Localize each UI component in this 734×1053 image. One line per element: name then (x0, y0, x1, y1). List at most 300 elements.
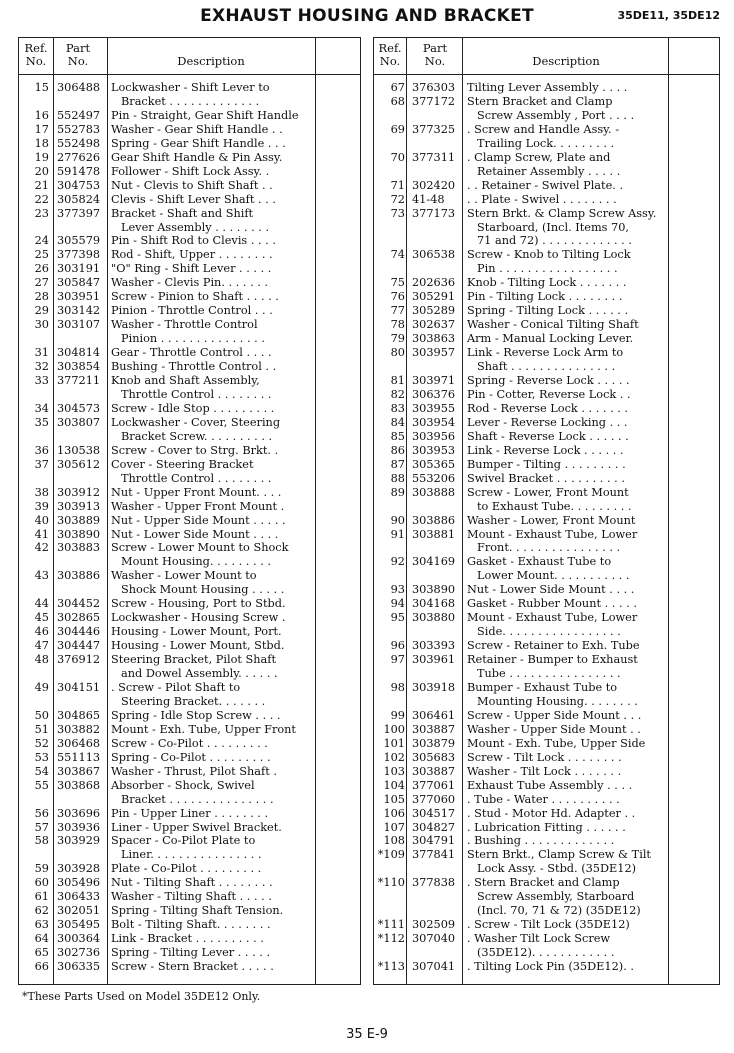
table-row (374, 374, 719, 388)
part-number: 552498 (57, 136, 101, 150)
ref-number: 81 (390, 374, 405, 388)
ref-number: 67 (390, 81, 405, 94)
ref-number: 38 (34, 485, 49, 499)
part-description: Shaft - Reverse Lock . . . . . . (467, 429, 629, 443)
part-description: Absorber - Shock, Swivel (111, 778, 255, 792)
part-number: 304452 (57, 597, 101, 611)
table-row (374, 207, 719, 249)
table-row (19, 681, 360, 709)
table-row (19, 597, 360, 611)
ref-number: 15 (34, 81, 49, 94)
part-number: 306461 (412, 708, 456, 722)
part-number: 305289 (412, 304, 456, 318)
ref-number: 96 (390, 639, 405, 653)
part-description: Screw - Upper Side Mount . . . (467, 708, 642, 722)
table-row (19, 639, 360, 653)
part-number: 305824 (57, 192, 101, 206)
ref-number: 40 (34, 513, 49, 527)
part-number: 304814 (57, 346, 101, 360)
table-row (19, 276, 360, 290)
part-description: . Stud - Motor Hd. Adapter . . (467, 806, 636, 820)
ref-number: 106 (383, 806, 405, 820)
part-description: Nut - Lower Side Mount . . . . (467, 583, 635, 597)
part-description: Liner. . . . . . . . . . . . . . . . (121, 848, 262, 862)
part-number: 302865 (57, 611, 101, 625)
part-number: 376912 (57, 653, 101, 667)
part-number: 304865 (57, 708, 101, 722)
ref-number: 102 (383, 750, 405, 764)
part-description: Follower - Shift Lock Assy. . (111, 164, 270, 178)
ref-number: 56 (34, 806, 49, 820)
part-description: (Incl. 70, 71 & 72) (35DE12) (477, 904, 641, 918)
ref-number: 89 (390, 485, 405, 499)
part-number: 305365 (412, 457, 456, 471)
part-description: . Clamp Screw, Plate and (467, 150, 611, 164)
table-header (19, 38, 360, 75)
table-row (374, 388, 719, 402)
part-number: 552497 (57, 108, 101, 122)
ref-number: 62 (34, 904, 49, 918)
part-number: 306376 (412, 387, 456, 401)
table-row (374, 848, 719, 876)
part-number: 305291 (412, 290, 456, 304)
table-row (19, 248, 360, 262)
part-description: Nut - Lower Side Mount . . . . (111, 527, 279, 541)
part-description: Clevis - Shift Lever Shaft . . . (111, 192, 276, 206)
ref-number: 74 (390, 248, 405, 262)
ref-number: 93 (390, 583, 405, 597)
part-description: Screw - Cover to Strg. Brkt. . (111, 443, 279, 457)
part-number: 303971 (412, 374, 456, 388)
part-description: . . Plate - Swivel . . . . . . . . (467, 192, 617, 206)
table-row (19, 834, 360, 862)
part-description: Bumper - Tilting . . . . . . . . . (467, 457, 626, 471)
ref-number: 92 (390, 555, 405, 569)
part-description: Nut - Upper Side Mount . . . . . (111, 513, 286, 527)
table-row (374, 458, 719, 472)
ref-number: 31 (34, 346, 49, 360)
part-description: Shaft . . . . . . . . . . . . . . . (477, 360, 616, 374)
ref-number: 90 (390, 513, 405, 527)
table-row (19, 653, 360, 681)
part-number: 302420 (412, 178, 456, 192)
part-description: Screw - Lower, Front Mount (467, 485, 629, 499)
ref-number: 47 (34, 639, 49, 653)
part-number: 305495 (57, 918, 101, 932)
table-row (374, 779, 719, 793)
table-row (19, 779, 360, 807)
part-description: Lockwasher - Shift Lever to (111, 81, 270, 94)
ref-number: 52 (34, 736, 49, 750)
table-row (19, 932, 360, 946)
ref-number: 100 (383, 722, 405, 736)
table-row (19, 876, 360, 890)
part-description: Starboard, (Incl. Items 70, (477, 220, 630, 234)
ref-number: 33 (34, 374, 49, 388)
part-description: Lever - Reverse Locking . . . (467, 415, 628, 429)
part-description: Gasket - Exhaust Tube to (467, 555, 612, 569)
ref-number: 95 (390, 611, 405, 625)
ref-number: 49 (34, 680, 49, 694)
part-description: Spring - Reverse Lock . . . . . (467, 374, 630, 388)
part-description: Spring - Tilting Lever . . . . . (111, 946, 271, 960)
part-description: Spring - Tilting Shaft Tension. (111, 904, 284, 918)
part-description: Pin - Shift Rod to Clevis . . . . (111, 234, 276, 248)
part-number: 303883 (57, 541, 101, 555)
part-description: Lockwasher - Housing Screw . (111, 611, 286, 625)
part-number: 303889 (57, 513, 101, 527)
ref-number: 63 (34, 918, 49, 932)
part-description: . Screw - Tilt Lock (35DE12) (467, 918, 630, 932)
part-number: 303142 (57, 304, 101, 318)
ref-number: 16 (34, 108, 49, 122)
table-row (19, 123, 360, 137)
table-row (374, 876, 719, 918)
ref-number: 34 (34, 401, 49, 415)
part-number: 303929 (57, 834, 101, 848)
ref-number: 20 (34, 164, 49, 178)
description-header: Description (177, 54, 245, 68)
part-number: 304791 (412, 834, 456, 848)
table-row (19, 751, 360, 765)
part-description: . . Retainer - Swivel Plate. . (467, 178, 624, 192)
ref-number: 18 (34, 136, 49, 150)
part-number: 303867 (57, 764, 101, 778)
table-row (374, 430, 719, 444)
part-number: 303886 (57, 569, 101, 583)
part-description: Washer - Throttle Control (111, 318, 258, 332)
part-number: 305612 (57, 457, 101, 471)
ref-number: 17 (34, 122, 49, 136)
table-row (374, 653, 719, 681)
ref-number: 32 (34, 360, 49, 374)
ref-number: 91 (390, 527, 405, 541)
table-row (19, 165, 360, 179)
part-description: Bumper - Exhaust Tube to (467, 680, 618, 694)
part-description: Retainer Assembly . . . . . (477, 164, 621, 178)
part-description: Mount Housing. . . . . . . . . (121, 555, 271, 569)
part-description: Link - Reverse Lock . . . . . . (467, 443, 624, 457)
ref-number: 29 (34, 304, 49, 318)
ref-number: *109 (377, 848, 405, 862)
part-number: 41-48 (412, 192, 445, 206)
part-number: 377398 (57, 248, 101, 262)
table-row (374, 932, 719, 960)
ref-number: 37 (34, 457, 49, 471)
ref-number: 103 (383, 764, 405, 778)
part-description: Nut - Upper Front Mount. . . . (111, 485, 282, 499)
part-number: 377397 (57, 206, 101, 220)
part-description: Bracket . . . . . . . . . . . . . (121, 94, 260, 108)
ref-number: 54 (34, 764, 49, 778)
part-number: 304151 (57, 680, 101, 694)
table-row (19, 137, 360, 151)
ref-number: 79 (390, 332, 405, 346)
table-row (374, 597, 719, 611)
ref-number: 21 (34, 178, 49, 192)
part-number: 377325 (412, 122, 456, 136)
part-number: 377838 (412, 876, 456, 890)
part-number: 591478 (57, 164, 101, 178)
ref-number: 23 (34, 206, 49, 220)
part-number: 277626 (57, 150, 101, 164)
part-description: Spring - Gear Shift Handle . . . (111, 136, 286, 150)
ref-number: 99 (390, 708, 405, 722)
part-number: 303888 (412, 485, 456, 499)
parts-table-left (18, 37, 361, 985)
part-number: 303107 (57, 318, 101, 332)
part-description: Knob and Shaft Assembly, (111, 374, 260, 388)
part-number: 306488 (57, 81, 101, 94)
table-row (374, 611, 719, 639)
part-description: Screw - Pinion to Shaft . . . . . (111, 290, 279, 304)
part-description: Stern Brkt. & Clamp Screw Assy. (467, 206, 657, 220)
table-row (374, 514, 719, 528)
ref-number: 84 (390, 415, 405, 429)
table-row (374, 821, 719, 835)
part-description: Washer - Gear Shift Handle . . (111, 122, 283, 136)
part-description: Rod - Shift, Upper . . . . . . . . (111, 248, 273, 262)
ref-number: 51 (34, 722, 49, 736)
ref-number: 69 (390, 122, 405, 136)
part-number: 304573 (57, 401, 101, 415)
table-row (374, 709, 719, 723)
part-description: Steering Bracket. . . . . . . (121, 694, 266, 708)
left-rows (19, 81, 360, 974)
part-description: Rod - Reverse Lock . . . . . . . (467, 401, 629, 415)
part-description: Washer - Lower, Front Mount (467, 513, 636, 527)
table-row (374, 486, 719, 514)
part-description: 71 and 72) . . . . . . . . . . . . . (477, 234, 632, 248)
table-row (19, 207, 360, 235)
table-row (19, 402, 360, 416)
table-row (374, 723, 719, 737)
table-row (374, 834, 719, 848)
parts-table-right (373, 37, 720, 985)
table-row (19, 514, 360, 528)
ref-number: 42 (34, 541, 49, 555)
part-number: 303953 (412, 443, 456, 457)
ref-number: 25 (34, 248, 49, 262)
part-number: 307041 (412, 960, 456, 974)
part-description: Stern Bracket and Clamp (467, 94, 613, 108)
ref-number: 68 (390, 94, 405, 108)
part-description: Swivel Bracket . . . . . . . . . . (467, 471, 625, 485)
table-row (374, 918, 719, 932)
part-description: Washer - Tilting Shaft . . . . . (111, 890, 272, 904)
part-description: Trailing Lock. . . . . . . . . (477, 136, 615, 150)
part-number: 303936 (57, 820, 101, 834)
table-row (19, 318, 360, 346)
part-number: 300364 (57, 932, 101, 946)
part-number: 303955 (412, 401, 456, 415)
table-row (19, 109, 360, 123)
table-row (19, 374, 360, 402)
part-description: Pin - Tilting Lock . . . . . . . . (467, 290, 623, 304)
part-number: 303890 (57, 527, 101, 541)
table-row (19, 611, 360, 625)
ref-number: 46 (34, 625, 49, 639)
table-row (374, 444, 719, 458)
part-number: 376303 (412, 81, 456, 94)
table-row (19, 416, 360, 444)
ref-number: 59 (34, 862, 49, 876)
ref-number: 85 (390, 429, 405, 443)
ref-number: 43 (34, 569, 49, 583)
table-row (19, 709, 360, 723)
table-row (19, 262, 360, 276)
part-number: 552783 (57, 122, 101, 136)
ref-number: 24 (34, 234, 49, 248)
ref-number: 66 (34, 960, 49, 974)
table-row (374, 95, 719, 123)
ref-number: 60 (34, 876, 49, 890)
part-description: Bracket . . . . . . . . . . . . . . . (121, 792, 274, 806)
part-description: "O" Ring - Shift Lever . . . . . (111, 262, 272, 276)
part-number: 304827 (412, 820, 456, 834)
part-number: 304517 (412, 806, 456, 820)
part-description: Washer - Clevis Pin. . . . . . . (111, 276, 269, 290)
part-description: Knob - Tilting Lock . . . . . . . (467, 276, 627, 290)
part-description: and Dowel Assembly. . . . . . (121, 667, 278, 681)
part-number: 305847 (57, 276, 101, 290)
part-number: 302509 (412, 918, 456, 932)
part-number: 305579 (57, 234, 101, 248)
table-row (374, 402, 719, 416)
ref-number: 58 (34, 834, 49, 848)
ref-number: 80 (390, 346, 405, 360)
part-description: to Exhaust Tube. . . . . . . . . (477, 499, 632, 513)
part-number: 306433 (57, 890, 101, 904)
part-description: Tilting Lever Assembly . . . . (467, 81, 628, 94)
table-row (19, 81, 360, 109)
part-description: Mount - Exhaust Tube, Lower (467, 611, 638, 625)
table-row (19, 821, 360, 835)
part-description: Plate - Co-Pilot . . . . . . . . . (111, 862, 262, 876)
ref-number: 44 (34, 597, 49, 611)
ref-number: 94 (390, 597, 405, 611)
part-description: Spring - Co-Pilot . . . . . . . . . (111, 750, 271, 764)
table-row (19, 179, 360, 193)
part-description: Exhaust Tube Assembly . . . . (467, 778, 633, 792)
ref-number: 36 (34, 443, 49, 457)
ref-number: 30 (34, 318, 49, 332)
table-row (374, 472, 719, 486)
part-number: 303961 (412, 653, 456, 667)
right-rows (374, 81, 719, 974)
part-description: Gasket - Rubber Mount . . . . . (467, 597, 637, 611)
table-row (374, 81, 719, 95)
ref-number: 105 (383, 792, 405, 806)
table-row (19, 528, 360, 542)
ref-number: 97 (390, 653, 405, 667)
table-row (19, 737, 360, 751)
part-number: 306335 (57, 960, 101, 974)
part-number: 553206 (412, 471, 456, 485)
part-description: Cover - Steering Bracket (111, 457, 254, 471)
part-description: Washer - Thrust, Pilot Shaft . (111, 764, 277, 778)
ref-number: 39 (34, 499, 49, 513)
table-row (19, 151, 360, 165)
part-description: . Washer Tilt Lock Screw (467, 932, 611, 946)
ref-number: 26 (34, 262, 49, 276)
ref-number: 45 (34, 611, 49, 625)
part-description: Washer - Conical Tilting Shaft (467, 318, 639, 332)
part-description: Mount - Exhaust Tube, Lower (467, 527, 638, 541)
part-number: 304168 (412, 597, 456, 611)
part-description: Arm - Manual Locking Lever. (467, 332, 634, 346)
table-row (374, 583, 719, 597)
model-numbers: 35DE11, 35DE12 (617, 9, 720, 22)
part-description: Mounting Housing. . . . . . . . (477, 694, 638, 708)
part-description: Lower Mount. . . . . . . . . . . (477, 569, 630, 583)
table-row (19, 346, 360, 360)
ref-number: 75 (390, 276, 405, 290)
table-row (19, 500, 360, 514)
part-description: Washer - Upper Side Mount . . (467, 722, 641, 736)
part-description: Pinion - Throttle Control . . . (111, 304, 273, 318)
part-number: 303879 (412, 736, 456, 750)
ref-number: 19 (34, 150, 49, 164)
ref-number: 53 (34, 750, 49, 764)
part-number: 202636 (412, 276, 456, 290)
part-description: Link - Bracket . . . . . . . . . . (111, 932, 264, 946)
part-description: . Tube - Water . . . . . . . . . . (467, 792, 620, 806)
ref-number: *112 (377, 932, 405, 946)
ref-number: 35 (34, 415, 49, 429)
part-number: 377060 (412, 792, 456, 806)
table-row (374, 123, 719, 151)
part-number: 303868 (57, 778, 101, 792)
part-description: Washer - Tilt Lock . . . . . . . (467, 764, 622, 778)
ref-number: 107 (383, 820, 405, 834)
part-description: Screw - Co-Pilot . . . . . . . . . (111, 736, 268, 750)
part-number: 302051 (57, 904, 101, 918)
ref-number: 65 (34, 946, 49, 960)
table-row (374, 179, 719, 193)
ref-number: 50 (34, 708, 49, 722)
table-row (374, 151, 719, 179)
ref-number: 82 (390, 387, 405, 401)
ref-number: 108 (383, 834, 405, 848)
ref-number: 27 (34, 276, 49, 290)
part-header: Part No. (422, 41, 448, 68)
table-row (374, 793, 719, 807)
part-number: 303882 (57, 722, 101, 736)
ref-number: 70 (390, 150, 405, 164)
part-number: 307040 (412, 932, 456, 946)
table-row (374, 737, 719, 751)
part-description: Stern Brkt., Clamp Screw & Tilt (467, 848, 651, 862)
part-description: . Screw - Pilot Shaft to (111, 680, 241, 694)
part-description: Throttle Control . . . . . . . . (121, 471, 272, 485)
part-description: Spring - Idle Stop Screw . . . . (111, 708, 281, 722)
part-header: Part No. (65, 41, 91, 68)
part-number: 377173 (412, 206, 456, 220)
part-description: Screw - Housing, Port to Stbd. (111, 597, 286, 611)
ref-number: 64 (34, 932, 49, 946)
part-number: 303393 (412, 639, 456, 653)
part-description: Screw - Lower Mount to Shock (111, 541, 289, 555)
part-description: Lockwasher - Cover, Steering (111, 415, 281, 429)
ref-number: 57 (34, 820, 49, 834)
part-number: 305496 (57, 876, 101, 890)
part-description: Housing - Lower Mount, Stbd. (111, 639, 285, 653)
table-row (374, 807, 719, 821)
part-number: 302637 (412, 318, 456, 332)
part-description: Pinion . . . . . . . . . . . . . . . (121, 332, 265, 346)
part-description: Bushing - Throttle Control . . (111, 360, 277, 374)
